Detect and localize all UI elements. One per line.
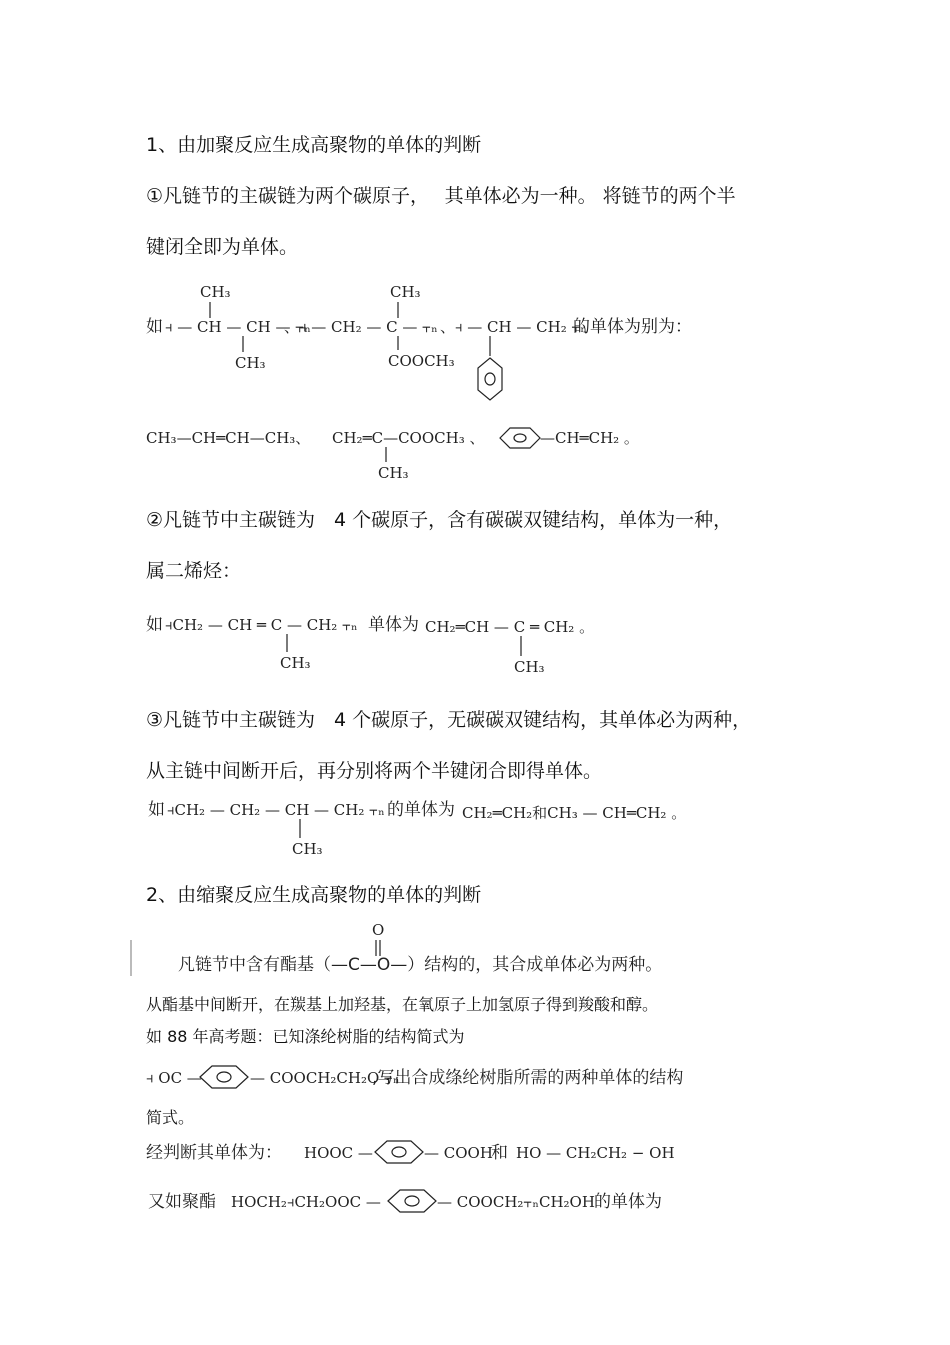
svg-text:HO — CH₂CH₂ − OH: HO — CH₂CH₂ − OH bbox=[516, 1144, 675, 1162]
section-2-title: 2、由缩聚反应生成高聚物的单体的判断 bbox=[146, 884, 482, 906]
svg-text:的单体为别为：: 的单体为别为： bbox=[573, 317, 692, 337]
jianshi-line: 简式。 bbox=[146, 1108, 195, 1127]
svg-text:— COOCH₂⫟ₙCH₂OH: — COOCH₂⫟ₙCH₂OH bbox=[437, 1193, 595, 1211]
rule-3-line-a: ③凡链节中主碳链为 4 个碳原子，无碳碳双键结构，其单体必为两种， bbox=[146, 709, 752, 731]
rule-1-line-a: ①凡链节的主碳链为两个碳原子， 其单体必为一种。 将链节的两个半 bbox=[146, 185, 736, 207]
svg-text:的单体为: 的单体为 bbox=[387, 800, 455, 820]
svg-text:⫞CH₂ — CH ═ C — CH₂ ⫟ₙ: ⫞CH₂ — CH ═ C — CH₂ ⫟ₙ bbox=[165, 616, 358, 634]
ester-group-rule bbox=[178, 921, 662, 975]
svg-text:⫞CH₂ — CH₂ — CH — CH₂ ⫟ₙ: ⫞CH₂ — CH₂ — CH — CH₂ ⫟ₙ bbox=[167, 801, 385, 819]
svg-text:凡链节中含有酯基（—C—O—）结构的，其合成单体必为两种。: 凡链节中含有酯基（—C—O—）结构的，其合成单体必为两种。 bbox=[178, 955, 663, 975]
svg-text:⫞ — CH — CH — ⫟ₙ: ⫞ — CH — CH — ⫟ₙ bbox=[165, 318, 311, 336]
svg-text:HOCH₂⫞CH₂OOC —: HOCH₂⫞CH₂OOC — bbox=[231, 1193, 381, 1211]
svg-text:和: 和 bbox=[491, 1143, 508, 1163]
svg-text:⫞ OC —: ⫞ OC — bbox=[146, 1069, 202, 1087]
exam-example-line: 如 88 年高考题：已知涤纶树脂的结构简式为 bbox=[146, 1027, 465, 1046]
svg-text:经判断其单体为：: 经判断其单体为： bbox=[146, 1143, 282, 1163]
svg-text:HOOC —: HOOC — bbox=[304, 1144, 373, 1162]
svg-text:又如聚酯: 又如聚酯 bbox=[148, 1192, 216, 1212]
svg-text:、⫞ — CH₂ — C — ⫟ₙ: 、⫞ — CH₂ — C — ⫟ₙ bbox=[284, 318, 438, 336]
ester-rule-line-b: 从酯基中间断开，在羰基上加羟基，在氧原子上加氢原子得到羧酸和醇。 bbox=[146, 995, 659, 1014]
svg-text:CH₃: CH₃ bbox=[280, 654, 311, 672]
svg-text:的单体为: 的单体为 bbox=[594, 1192, 662, 1212]
judgment-monomers bbox=[146, 1141, 675, 1163]
rule-2-line-b: 属二烯烃： bbox=[146, 560, 242, 582]
polyester-structure bbox=[146, 1066, 683, 1088]
example-2-diene bbox=[146, 615, 594, 676]
svg-text:单体为: 单体为 bbox=[368, 615, 419, 635]
another-polyester bbox=[148, 1190, 662, 1212]
svg-text:CH₃: CH₃ bbox=[292, 840, 323, 858]
svg-text:、⫞ — CH — CH₂ ⫟ₙ: 、⫞ — CH — CH₂ ⫟ₙ bbox=[440, 318, 588, 336]
svg-text:—CH═CH₂ 。: —CH═CH₂ 。 bbox=[540, 429, 639, 447]
example-1-polymers bbox=[146, 283, 692, 400]
svg-text:CH₃: CH₃ bbox=[378, 464, 409, 482]
rule-2-line-a: ②凡链节中主碳链为 4 个碳原子，含有碳碳双键结构，单体为一种， bbox=[146, 509, 733, 531]
example-1-monomers bbox=[146, 428, 639, 482]
svg-text:CH₃: CH₃ bbox=[200, 283, 231, 301]
svg-text:,写出合成绦纶树脂所需的两种单体的结构: ,写出合成绦纶树脂所需的两种单体的结构 bbox=[372, 1068, 684, 1088]
svg-text:CH₃: CH₃ bbox=[235, 354, 266, 372]
svg-text:如: 如 bbox=[146, 317, 163, 337]
svg-text:— COOH: — COOH bbox=[424, 1144, 493, 1162]
svg-text:CH₃: CH₃ bbox=[390, 283, 421, 301]
svg-text:COOCH₃: COOCH₃ bbox=[388, 352, 455, 370]
svg-text:CH₂═CH — C ═ CH₂ 。: CH₂═CH — C ═ CH₂ 。 bbox=[425, 618, 595, 636]
example-3-two-monomers bbox=[148, 800, 686, 858]
svg-text:— COOCH₂CH₂O ⫟ₙ: — COOCH₂CH₂O ⫟ₙ bbox=[250, 1069, 400, 1087]
rule-1-line-b: 键闭全即为单体。 bbox=[146, 236, 299, 258]
svg-text:如: 如 bbox=[146, 615, 163, 635]
svg-text:O: O bbox=[372, 921, 385, 939]
rule-3-line-b: 从主链中间断开后，再分别将两个半键闭合即得单体。 bbox=[146, 760, 603, 782]
svg-text:CH₂═CH₂和CH₃ — CH═CH₂ 。: CH₂═CH₂和CH₃ — CH═CH₂ 。 bbox=[462, 804, 687, 822]
svg-text:如: 如 bbox=[148, 800, 165, 820]
section-1-title: 1、由加聚反应生成高聚物的单体的判断 bbox=[146, 134, 482, 156]
svg-text:CH₃: CH₃ bbox=[514, 658, 545, 676]
svg-text:CH₃—CH═CH—CH₃、: CH₃—CH═CH—CH₃、 bbox=[146, 429, 311, 447]
svg-text:CH₂═C—COOCH₃ 、: CH₂═C—COOCH₃ 、 bbox=[332, 429, 485, 447]
